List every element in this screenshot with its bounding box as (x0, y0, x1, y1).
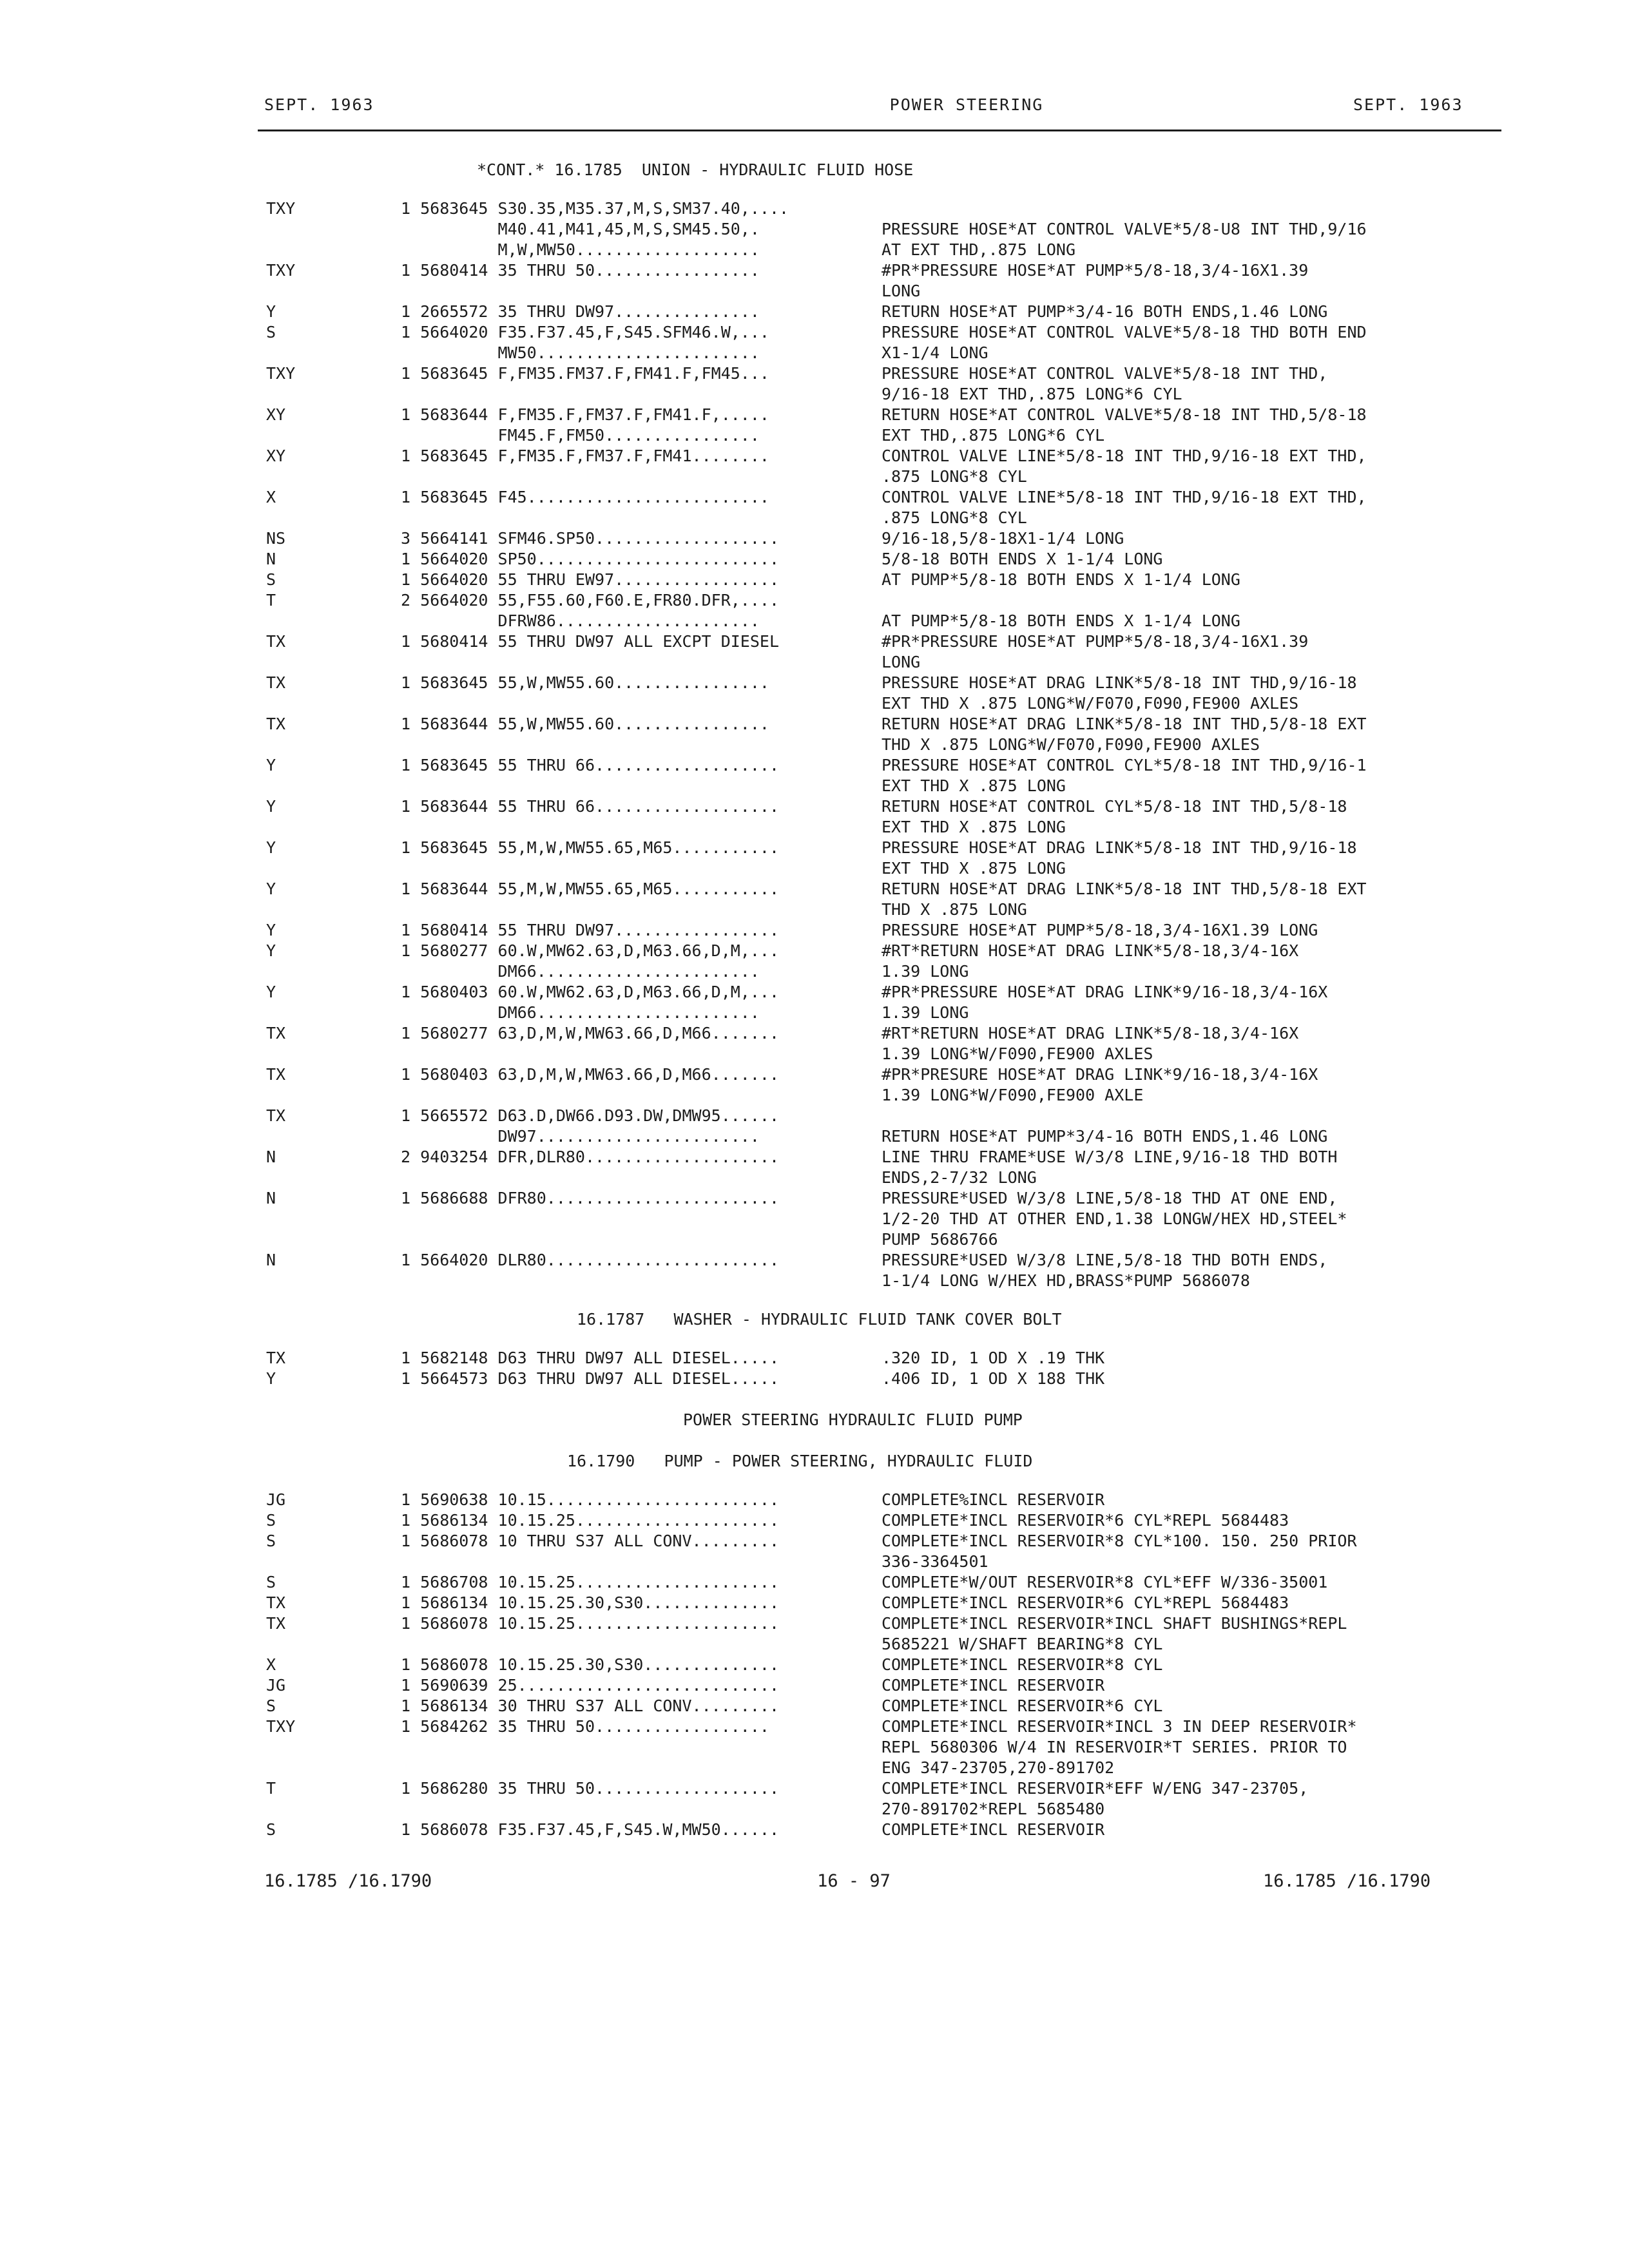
model-code: TXY (266, 199, 296, 218)
part-description: AT EXT THD,.875 LONG (882, 240, 1076, 259)
part-application: 1 5683644 F,FM35.F,FM37.F,FM41.F,..... (401, 405, 769, 424)
part-application: 2 5664020 55,F55.60,F60.E,FR80.DFR,.... (401, 591, 779, 610)
part-application: 1 5680403 63,D,M,W,MW63.66,D,M66....... (401, 1065, 779, 1084)
part-description: #PR*PRESURE HOSE*AT DRAG LINK*9/16-18,3/4-16X (882, 1065, 1318, 1084)
part-description: .320 ID, 1 OD X .19 THK (882, 1349, 1105, 1367)
part-description: COMPLETE*INCL RESERVOIR*8 CYL*100. 150. 250 PRIOR (882, 1532, 1357, 1550)
parts-row (0, 1106, 1629, 1126)
parts-row (0, 1369, 1629, 1389)
part-description: COMPLETE*W/OUT RESERVOIR*8 CYL*EFF W/336-35001 (882, 1573, 1328, 1591)
part-application: 1 5664020 DLR80........................ (401, 1251, 779, 1269)
part-description: CONTROL VALVE LINE*5/8-18 INT THD,9/16-18 EXT THD, (882, 488, 1367, 506)
section-heading-text: 16.1790 PUMP - POWER STEERING, HYDRAULIC FLUID (567, 1452, 1033, 1470)
model-code: Y (266, 797, 276, 816)
part-description: COMPLETE*INCL RESERVOIR*8 CYL (882, 1655, 1163, 1674)
model-code: TX (266, 632, 286, 651)
section-heading (0, 1410, 1629, 1430)
part-description: COMPLETE*INCL RESERVOIR*6 CYL (882, 1696, 1163, 1715)
parts-row (0, 363, 1629, 384)
part-description: #RT*RETURN HOSE*AT DRAG LINK*5/8-18,3/4-16X (882, 1024, 1299, 1043)
part-description: EXT THD X .875 LONG*W/F070,F090,FE900 AXLES (882, 694, 1299, 713)
part-description: RETURN HOSE*AT DRAG LINK*5/8-18 INT THD,5/8-18 EXT (882, 715, 1367, 733)
part-application: 1 5680403 60.W,MW62.63,D,M63.66,D,M,... (401, 983, 779, 1001)
model-code: Y (266, 1369, 276, 1388)
part-description: ENG 347-23705,270-891702 (882, 1758, 1115, 1777)
part-application: 1 5686688 DFR80........................ (401, 1189, 779, 1207)
part-description: PUMP 5686766 (882, 1230, 998, 1249)
parts-row (0, 466, 1629, 487)
model-code: Y (266, 921, 276, 939)
part-description: 9/16-18,5/8-18X1-1/4 LONG (882, 529, 1124, 548)
parts-row (0, 1271, 1629, 1291)
part-description: THD X .875 LONG*W/F070,F090,FE900 AXLES (882, 735, 1260, 754)
section-heading (0, 1309, 1629, 1330)
part-application: 1 2665572 35 THRU DW97............... (401, 302, 760, 321)
part-description: 5685221 W/SHAFT BEARING*8 CYL (882, 1635, 1163, 1653)
part-description: COMPLETE*INCL RESERVOIR*6 CYL*REPL 5684483 (882, 1593, 1289, 1612)
parts-row (0, 302, 1629, 322)
model-code: S (266, 1532, 276, 1550)
model-code: XY (266, 405, 286, 424)
part-description: 1.39 LONG (882, 962, 969, 981)
part-description: RETURN HOSE*AT PUMP*3/4-16 BOTH ENDS,1.46 LONG (882, 1127, 1328, 1146)
parts-row (0, 817, 1629, 838)
part-application: 1 5686134 10.15.25.30,S30.............. (401, 1593, 779, 1612)
model-code: Y (266, 941, 276, 960)
parts-row (0, 1675, 1629, 1696)
part-description: RETURN HOSE*AT CONTROL VALVE*5/8-18 INT THD,5/8-18 (882, 405, 1367, 424)
part-application: DM66....................... (401, 962, 760, 981)
part-description: PRESSURE HOSE*AT CONTROL CYL*5/8-18 INT THD,9/16-1 (882, 756, 1367, 774)
parts-row (0, 1613, 1629, 1634)
part-description: COMPLETE*INCL RESERVOIR (882, 1820, 1105, 1839)
part-description: PRESSURE*USED W/3/8 LINE,5/8-18 THD BOTH ENDS, (882, 1251, 1328, 1269)
parts-row (0, 508, 1629, 528)
parts-row (0, 1799, 1629, 1820)
model-code: X (266, 488, 276, 506)
model-code: S (266, 323, 276, 341)
parts-row (0, 631, 1629, 652)
footer-right-range: 16.1785 /16.1790 (1263, 1871, 1431, 1891)
part-application: 1 5683645 55,M,W,MW55.65,M65........... (401, 838, 779, 857)
parts-row (0, 1634, 1629, 1655)
parts-row (0, 1572, 1629, 1593)
part-application: 1 5683644 55,M,W,MW55.65,M65........... (401, 879, 779, 898)
model-code: N (266, 550, 276, 568)
part-application: 1 5664020 55 THRU EW97................. (401, 570, 779, 589)
parts-row (0, 1510, 1629, 1531)
parts-row (0, 755, 1629, 776)
parts-row (0, 611, 1629, 631)
parts-row (0, 487, 1629, 508)
parts-row (0, 941, 1629, 961)
part-description: AT PUMP*5/8-18 BOTH ENDS X 1-1/4 LONG (882, 570, 1240, 589)
footer-left-range: 16.1785 /16.1790 (264, 1871, 432, 1891)
part-description: .406 ID, 1 OD X 188 THK (882, 1369, 1105, 1388)
parts-row (0, 961, 1629, 982)
model-code: Y (266, 983, 276, 1001)
parts-row (0, 1758, 1629, 1778)
part-description: 270-891702*REPL 5685480 (882, 1800, 1105, 1818)
parts-row (0, 1737, 1629, 1758)
parts-row (0, 1531, 1629, 1552)
part-application: 1 5683645 F45......................... (401, 488, 769, 506)
model-code: S (266, 570, 276, 589)
part-description: EXT THD,.875 LONG*6 CYL (882, 426, 1105, 445)
parts-row (0, 1188, 1629, 1209)
part-description: #RT*RETURN HOSE*AT DRAG LINK*5/8-18,3/4-16X (882, 941, 1299, 960)
model-code: T (266, 591, 276, 610)
model-code: TX (266, 1349, 286, 1367)
part-description: COMPLETE*INCL RESERVOIR*INCL 3 IN DEEP RESERVOIR* (882, 1717, 1357, 1736)
page-number: 16 - 97 (817, 1871, 891, 1891)
parts-row (0, 1716, 1629, 1737)
model-code: TXY (266, 364, 296, 383)
parts-row (0, 1593, 1629, 1613)
parts-row (0, 693, 1629, 714)
parts-row (0, 1552, 1629, 1572)
part-application: 1 5680414 55 THRU DW97................. (401, 921, 779, 939)
part-application: 1 5686134 10.15.25..................... (401, 1511, 779, 1530)
parts-row (0, 1229, 1629, 1250)
part-description: PRESSURE HOSE*AT CONTROL VALVE*5/8-U8 INT THD,9/16 (882, 220, 1367, 238)
part-description: LONG (882, 282, 921, 300)
part-application: 1 5684262 35 THRU 50.................. (401, 1717, 769, 1736)
parts-row (0, 1023, 1629, 1044)
part-application: 1 5664020 SP50......................... (401, 550, 779, 568)
section-heading-text: POWER STEERING HYDRAULIC FLUID PUMP (683, 1410, 1023, 1429)
part-description: 1.39 LONG*W/F090,FE900 AXLES (882, 1044, 1153, 1063)
part-description: PRESSURE HOSE*AT CONTROL VALVE*5/8-18 THD BOTH END (882, 323, 1367, 341)
model-code: TX (266, 715, 286, 733)
model-code: Y (266, 838, 276, 857)
parts-row (0, 796, 1629, 817)
part-description: PRESSURE HOSE*AT DRAG LINK*5/8-18 INT THD,9/16-18 (882, 838, 1357, 857)
parts-row (0, 1044, 1629, 1064)
parts-row (0, 240, 1629, 260)
part-description: PRESSURE HOSE*AT PUMP*5/8-18,3/4-16X1.39 LONG (882, 921, 1318, 939)
parts-row (0, 652, 1629, 673)
part-description: #PR*PRESSURE HOSE*AT PUMP*5/8-18,3/4-16X1.39 (882, 632, 1309, 651)
model-code: Y (266, 879, 276, 898)
model-code: S (266, 1696, 276, 1715)
part-application: 1 5686134 30 THRU S37 ALL CONV......... (401, 1696, 779, 1715)
part-application: DW97....................... (401, 1127, 760, 1146)
header-right-date: SEPT. 1963 (1353, 95, 1463, 114)
part-description: .875 LONG*8 CYL (882, 508, 1027, 527)
section-heading-text: *CONT.* 16.1785 UNION - HYDRAULIC FLUID HOSE (477, 160, 914, 179)
part-application: 1 5680414 55 THRU DW97 ALL EXCPT DIESEL (401, 632, 779, 651)
part-description: 5/8-18 BOTH ENDS X 1-1/4 LONG (882, 550, 1163, 568)
part-description: PRESSURE HOSE*AT CONTROL VALVE*5/8-18 INT THD, (882, 364, 1328, 383)
part-description: PRESSURE HOSE*AT DRAG LINK*5/8-18 INT THD,9/16-18 (882, 673, 1357, 692)
parts-row (0, 343, 1629, 363)
part-description: 1.39 LONG*W/F090,FE900 AXLE (882, 1086, 1144, 1104)
parts-row (0, 920, 1629, 941)
part-application: 1 5683645 55 THRU 66................... (401, 756, 779, 774)
part-application: M40.41,M41,45,M,S,SM45.50,. (401, 220, 760, 238)
part-description: PRESSURE*USED W/3/8 LINE,5/8-18 THD AT ONE END, (882, 1189, 1338, 1207)
section-heading-text: 16.1787 WASHER - HYDRAULIC FLUID TANK COVER BOLT (577, 1310, 1062, 1329)
model-code: Y (266, 302, 276, 321)
parts-row (0, 1064, 1629, 1085)
model-code: JG (266, 1490, 286, 1509)
part-application: 1 5686078 10 THRU S37 ALL CONV......... (401, 1532, 779, 1550)
header-title: POWER STEERING (889, 95, 1044, 114)
part-application: 1 5683644 55,W,MW55.60................ (401, 715, 769, 733)
part-application: 1 5686280 35 THRU 50................... (401, 1779, 779, 1798)
part-application: M,W,MW50................... (401, 240, 760, 259)
parts-row (0, 1490, 1629, 1510)
part-description: COMPLETE*INCL RESERVOIR (882, 1676, 1105, 1695)
model-code: TX (266, 673, 286, 692)
parts-row (0, 1696, 1629, 1716)
part-description: RETURN HOSE*AT CONTROL CYL*5/8-18 INT THD,5/8-18 (882, 797, 1347, 816)
part-application: FM45.F,FM50................ (401, 426, 760, 445)
model-code: TXY (266, 261, 296, 280)
part-description: COMPLETE*INCL RESERVOIR*EFF W/ENG 347-23705, (882, 1779, 1309, 1798)
part-application: 1 5665572 D63.D,DW66.D93.DW,DMW95...... (401, 1106, 779, 1125)
parts-row (0, 1147, 1629, 1168)
model-code: S (266, 1511, 276, 1530)
part-description: LINE THRU FRAME*USE W/3/8 LINE,9/16-18 THD BOTH (882, 1148, 1338, 1166)
parts-row (0, 838, 1629, 858)
part-description: THD X .875 LONG (882, 900, 1027, 919)
parts-row (0, 198, 1629, 219)
parts-row (0, 714, 1629, 735)
part-description: 1.39 LONG (882, 1003, 969, 1022)
parts-row (0, 1250, 1629, 1271)
parts-row (0, 260, 1629, 281)
parts-row (0, 405, 1629, 425)
parts-row (0, 384, 1629, 405)
model-code: XY (266, 447, 286, 465)
part-application: 1 5686708 10.15.25..................... (401, 1573, 779, 1591)
part-description: 9/16-18 EXT THD,.875 LONG*6 CYL (882, 385, 1182, 403)
model-code: N (266, 1148, 276, 1166)
parts-row (0, 1778, 1629, 1799)
part-description: RETURN HOSE*AT DRAG LINK*5/8-18 INT THD,5/8-18 EXT (882, 879, 1367, 898)
part-application: 3 5664141 SFM46.SP50................... (401, 529, 779, 548)
part-application: 1 5683645 55,W,MW55.60................ (401, 673, 769, 692)
part-application: 1 5664020 F35.F37.45,F,S45.SFM46.W,... (401, 323, 769, 341)
parts-row (0, 570, 1629, 590)
parts-row (0, 1655, 1629, 1675)
part-application: 1 5690639 25........................... (401, 1676, 779, 1695)
parts-row (0, 1820, 1629, 1840)
part-application: 1 5686078 10.15.25.30,S30.............. (401, 1655, 779, 1674)
header-left-date: SEPT. 1963 (264, 95, 374, 114)
parts-row (0, 322, 1629, 343)
parts-row (0, 1168, 1629, 1188)
part-description: REPL 5680306 W/4 IN RESERVOIR*T SERIES. PRIOR TO (882, 1738, 1347, 1756)
part-description: ENDS,2-7/32 LONG (882, 1168, 1037, 1187)
part-description: COMPLETE%INCL RESERVOIR (882, 1490, 1105, 1509)
part-description: AT PUMP*5/8-18 BOTH ENDS X 1-1/4 LONG (882, 611, 1240, 630)
model-code: T (266, 1779, 276, 1798)
parts-row (0, 776, 1629, 796)
part-description: CONTROL VALVE LINE*5/8-18 INT THD,9/16-18 EXT THD, (882, 447, 1367, 465)
part-application: 1 5680414 35 THRU 50................. (401, 261, 760, 280)
part-description: 336-3364501 (882, 1552, 988, 1571)
parts-row (0, 899, 1629, 920)
model-code: NS (266, 529, 286, 548)
part-description: EXT THD X .875 LONG (882, 776, 1066, 795)
part-description: RETURN HOSE*AT PUMP*3/4-16 BOTH ENDS,1.46 LONG (882, 302, 1328, 321)
parts-row (0, 735, 1629, 755)
model-code: TX (266, 1593, 286, 1612)
part-description: 1/2-20 THD AT OTHER END,1.38 LONGW/HEX HD,STEEL* (882, 1209, 1347, 1228)
part-application: 1 5682148 D63 THRU DW97 ALL DIESEL..... (401, 1349, 779, 1367)
model-code: X (266, 1655, 276, 1674)
part-application: 1 5686078 10.15.25..................... (401, 1614, 779, 1633)
part-description: .875 LONG*8 CYL (882, 467, 1027, 486)
parts-row (0, 281, 1629, 302)
part-application: 2 9403254 DFR,DLR80.................... (401, 1148, 779, 1166)
part-description: #PR*PRESSURE HOSE*AT DRAG LINK*9/16-18,3/4-16X (882, 983, 1328, 1001)
section-heading (0, 1451, 1629, 1472)
part-application: DFRW86..................... (401, 611, 760, 630)
section-heading (0, 160, 1629, 180)
part-description: EXT THD X .875 LONG (882, 818, 1066, 836)
part-application: 1 5680277 60.W,MW62.63,D,M63.66,D,M,... (401, 941, 779, 960)
part-description: LONG (882, 653, 921, 671)
parts-row (0, 446, 1629, 466)
part-application: 1 5683645 F,FM35.FM37.F,FM41.F,FM45... (401, 364, 769, 383)
parts-row (0, 858, 1629, 879)
model-code: TXY (266, 1717, 296, 1736)
model-code: N (266, 1251, 276, 1269)
part-description: COMPLETE*INCL RESERVOIR*6 CYL*REPL 5684483 (882, 1511, 1289, 1530)
parts-row (0, 590, 1629, 611)
parts-row (0, 879, 1629, 899)
model-code: TX (266, 1065, 286, 1084)
model-code: S (266, 1820, 276, 1839)
part-description: 1-1/4 LONG W/HEX HD,BRASS*PUMP 5686078 (882, 1271, 1250, 1290)
model-code: TX (266, 1106, 286, 1125)
model-code: TX (266, 1024, 286, 1043)
parts-row (0, 1126, 1629, 1147)
part-application: 1 5683645 F,FM35.F,FM37.F,FM41........ (401, 447, 769, 465)
parts-row (0, 549, 1629, 570)
part-application: DM66....................... (401, 1003, 760, 1022)
parts-row (0, 673, 1629, 693)
part-application: 1 5690638 10.15........................ (401, 1490, 779, 1509)
parts-row (0, 528, 1629, 549)
model-code: S (266, 1573, 276, 1591)
model-code: Y (266, 756, 276, 774)
parts-row (0, 982, 1629, 1003)
parts-row (0, 1209, 1629, 1229)
part-application: 1 5683644 55 THRU 66................... (401, 797, 779, 816)
part-description: X1-1/4 LONG (882, 343, 988, 362)
part-description: COMPLETE*INCL RESERVOIR*INCL SHAFT BUSHINGS*REPL (882, 1614, 1347, 1633)
part-application: 1 5686078 F35.F37.45,F,S45.W,MW50...... (401, 1820, 779, 1839)
part-application: 1 5664573 D63 THRU DW97 ALL DIESEL..... (401, 1369, 779, 1388)
parts-row (0, 1085, 1629, 1106)
parts-row (0, 219, 1629, 240)
model-code: JG (266, 1676, 286, 1695)
model-code: TX (266, 1614, 286, 1633)
part-description: EXT THD X .875 LONG (882, 859, 1066, 878)
part-application: 1 5683645 S30.35,M35.37,M,S,SM37.40,.... (401, 199, 789, 218)
model-code: N (266, 1189, 276, 1207)
parts-row (0, 425, 1629, 446)
parts-row (0, 1003, 1629, 1023)
part-description: #PR*PRESSURE HOSE*AT PUMP*5/8-18,3/4-16X1.39 (882, 261, 1309, 280)
part-application: MW50....................... (401, 343, 760, 362)
part-application: 1 5680277 63,D,M,W,MW63.66,D,M66....... (401, 1024, 779, 1043)
parts-row (0, 1348, 1629, 1369)
